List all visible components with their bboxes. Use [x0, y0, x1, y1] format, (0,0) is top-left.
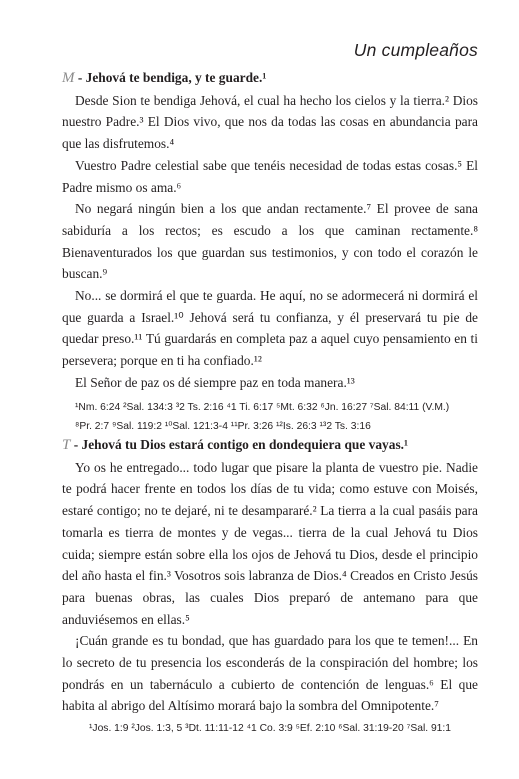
evening-section	[62, 434, 478, 738]
evening-heading	[62, 434, 478, 457]
morning-paragraph: Desde Sion te bendiga Jehová, el cual ha hecho los cielos y la tierra.² Dios nuestro Padre.³ El Dios vivo, que nos da todas las cosas en abundancia para que las disfrutemos.⁴	[62, 92, 478, 152]
reference-line: ¹Nm. 6:24 ²Sal. 134:3 ³2 Ts. 2:16 ⁴1 Ti. 6:17 ⁵Mt. 6:32 ⁶Jn. 16:27 ⁷Sal. 84:11 (V.M.)	[75, 401, 450, 413]
morning-section	[62, 67, 478, 436]
morning-paragraph: El Señor de paz os dé siempre paz en toda manera.¹³	[75, 374, 355, 390]
morning-paragraph: No... se dormirá el que te guarda. He aquí, no se adormecerá ni dormirá el que guarda a Israel.¹⁰ Jehová será tu confianza, y él preservará tu pie de quedar preso.¹¹ Tú guardarás en completa paz a aquel cuyo pensamiento en ti persevera; porque en ti ha confiado.¹²	[62, 288, 478, 369]
evening-paragraph: ¡Cuán grande es tu bondad, que has guardado para los que te temen!... En lo secreto de tu presencia los esconderás de la conspiración del hombre; los pondrás en un tabernáculo a cubierto de contención de lenguas.⁶ El que habita al abrigo del Altísimo morará bajo la sombra del Omnipotente.⁷	[62, 633, 478, 714]
morning-heading	[62, 67, 478, 90]
morning-letter: M	[62, 70, 75, 86]
evening-references	[62, 719, 478, 738]
morning-references	[62, 398, 478, 436]
reference-line: ⁸Pr. 2:7 ⁹Sal. 119:2 ¹⁰Sal. 121:3-4 ¹¹Pr. 3:26 ¹²Is. 26:3 ¹³2 Ts. 3:16	[75, 420, 371, 432]
morning-paragraph: No negará ningún bien a los que andan rectamente.⁷ El provee de sana sabiduría a los rectos; es escudo a los que caminan rectamente.⁸ Bienaventurados los que guardan sus testimonios, y con todo el corazón le buscan.⁹	[62, 201, 478, 282]
evening-heading-text: - Jehová tu Dios estará contigo en dondequiera que vayas.¹	[70, 437, 409, 452]
morning-heading-text: - Jehová te bendiga, y te guarde.¹	[74, 70, 267, 85]
morning-paragraph: Vuestro Padre celestial sabe que tenéis necesidad de todas estas cosas.⁵ El Padre mismo os ama.⁶	[62, 157, 478, 195]
page-title: Un cumpleaños	[353, 40, 478, 60]
evening-paragraph: Yo os he entregado... todo lugar que pisare la planta de vuestro pie. Nadie te podrá hacer frente en todos los días de tu vida; como estuve con Moisés, estaré contigo; no te dejaré, ni te desampararé.² La tierra a la cual pasáis para tomarla es tierra de montes y de vegas... tierra de la cual Jehová tu Dios cuida; siempre están sobre ella los ojos de Jehová tu Dios, desde el principio del año hasta el fin.³ Vosotros sois labranza de Dios.⁴ Creados en Cristo Jesús para buenas obras, las cuales Dios preparó de antemano para que anduviésemos en ellas.⁵	[62, 459, 478, 627]
evening-letter: T	[62, 437, 71, 453]
reference-line: ¹Jos. 1:9 ²Jos. 1:3, 5 ³Dt. 11:11-12 ⁴1 Co. 3:9 ⁵Ef. 2:10 ⁶Sal. 31:19-20 ⁷Sal. 91:1	[89, 723, 451, 735]
